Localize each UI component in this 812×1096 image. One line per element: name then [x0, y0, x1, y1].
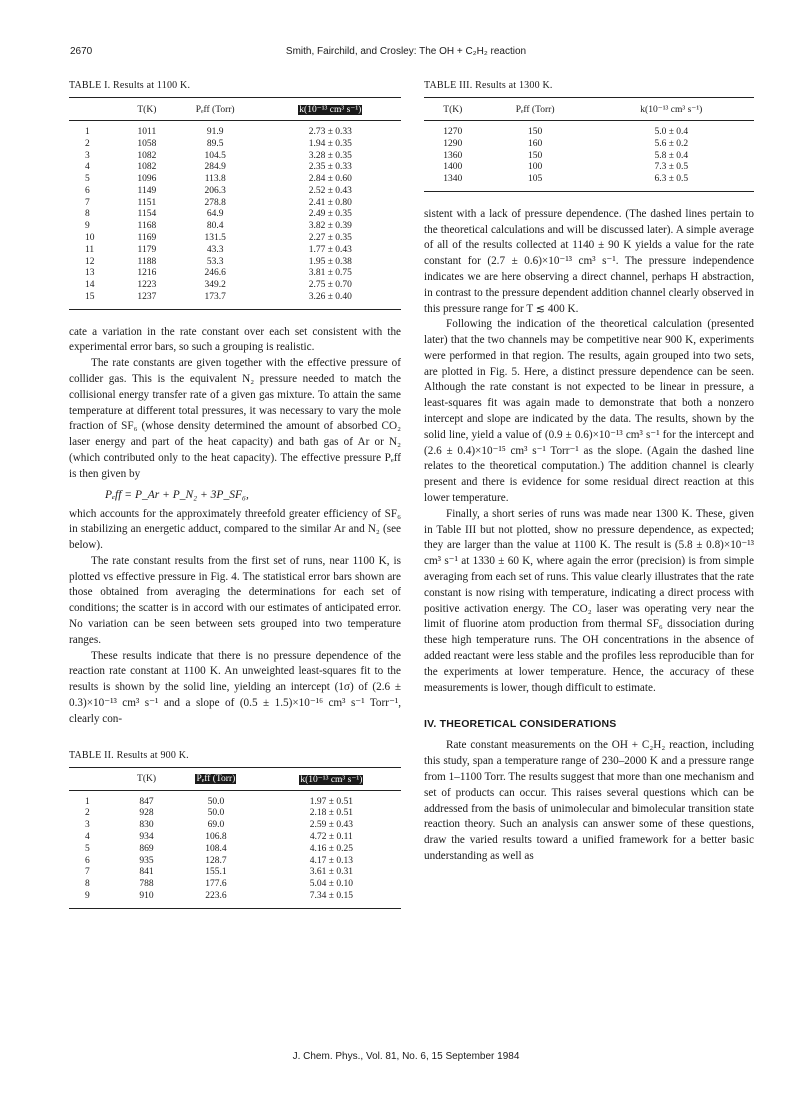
- table-row: [69, 890, 401, 908]
- rate-constant-cell: 2.84 ± 0.60: [308, 174, 352, 185]
- row-index: 8: [85, 209, 90, 220]
- temperature-cell: 1149: [137, 185, 157, 196]
- temperature-cell: 1154: [137, 209, 157, 220]
- row-index: 1: [85, 127, 90, 137]
- temperature-cell: 1290: [443, 138, 463, 149]
- table-row: [69, 138, 401, 150]
- table-row: [424, 121, 754, 139]
- pressure-cell: 246.6: [204, 268, 226, 279]
- pressure-cell: 100: [527, 162, 543, 173]
- table-3-grid: [424, 97, 754, 193]
- rate-constant-cell: 1.94 ± 0.35: [308, 138, 352, 149]
- table-header-rate-constant: k(10⁻¹³ cm³ s⁻¹): [640, 105, 703, 115]
- table-row: [69, 790, 401, 808]
- rate-constant-cell: 3.82 ± 0.39: [308, 221, 352, 232]
- table-row: [424, 162, 754, 174]
- temperature-cell: 1082: [137, 150, 157, 161]
- row-index: 1: [85, 796, 90, 807]
- temperature-cell: 1096: [137, 174, 157, 185]
- pressure-cell: 105: [527, 174, 543, 185]
- row-index: 4: [85, 162, 90, 173]
- table-header-temperature: T(K): [137, 104, 157, 115]
- table-row: [69, 209, 401, 221]
- rate-constant-cell: 1.95 ± 0.38: [308, 256, 352, 267]
- rate-constant-cell: 2.49 ± 0.35: [308, 209, 352, 220]
- temperature-cell: 1237: [137, 291, 157, 302]
- pressure-cell: 284.9: [204, 162, 226, 173]
- paragraph: which accounts for the approximately threefold greater efficiency of SF₆ in stabilizing an energetic adduct, compared to the similar Ar and N₂ (see below).: [69, 507, 401, 552]
- rate-constant-cell: 6.3 ± 0.5: [654, 174, 689, 185]
- pressure-cell: 80.4: [206, 221, 224, 232]
- table-header-index: [69, 767, 123, 790]
- rate-constant-cell: 5.04 ± 0.10: [309, 879, 353, 890]
- table-header-index: [69, 98, 123, 121]
- pressure-cell: 150: [527, 127, 543, 137]
- table-row: [69, 174, 401, 186]
- temperature-cell: 869: [139, 843, 154, 854]
- pressure-cell: 104.5: [204, 150, 226, 161]
- rate-constant-cell: 3.26 ± 0.40: [308, 291, 352, 302]
- row-index: 7: [85, 867, 90, 878]
- rate-constant-cell: 2.18 ± 0.51: [309, 808, 353, 819]
- equation: Pₑff = P_Ar + P_N₂ + 3P_SF₆,: [105, 488, 249, 501]
- table-1-grid: [69, 97, 401, 311]
- paragraph: cate a variation in the rate constant over each set consistent with the experimental error bars, so such a grouping is realistic.: [69, 325, 401, 354]
- row-index: 7: [85, 197, 90, 208]
- rate-constant-cell: 2.59 ± 0.43: [309, 820, 353, 831]
- temperature-cell: 935: [139, 855, 154, 866]
- table-row: [69, 879, 401, 891]
- left-column: [69, 80, 401, 910]
- pressure-cell: 108.4: [205, 843, 227, 854]
- row-index: 9: [85, 221, 90, 232]
- table-3: [424, 80, 754, 193]
- row-index: 6: [85, 855, 90, 866]
- table-row: [69, 150, 401, 162]
- table-row: [69, 244, 401, 256]
- row-index: 6: [85, 185, 90, 196]
- rate-constant-cell: 4.16 ± 0.25: [309, 843, 353, 854]
- row-index: 3: [85, 150, 90, 161]
- table-2-grid: [69, 767, 401, 910]
- pressure-cell: 69.0: [207, 820, 225, 831]
- pressure-cell: 50.0: [207, 808, 225, 819]
- paragraph: These results indicate that there is no pressure dependence of the reaction rate constant at 1100 K. An unweighted least-squares fit to the results is shown by the solid line, yielding an intercept (1σ) of (2.6 ± 0.3)×10⁻¹³ cm³ s⁻¹ and a slope of (0.5 ± 1.5)×10⁻¹⁶ cm³ s⁻¹ Torr⁻¹, clearly con-: [69, 649, 401, 725]
- row-index: 15: [85, 291, 95, 302]
- temperature-cell: 788: [139, 879, 154, 890]
- table-row: [424, 138, 754, 150]
- table-header-row: [424, 98, 754, 121]
- section-heading: IV. THEORETICAL CONSIDERATIONS: [424, 718, 617, 731]
- temperature-cell: 910: [139, 890, 154, 901]
- rate-constant-cell: 4.72 ± 0.11: [309, 832, 353, 842]
- table-row: [69, 843, 401, 855]
- row-index: 13: [85, 268, 95, 279]
- table-row: [69, 808, 401, 820]
- row-index: 12: [85, 256, 95, 267]
- temperature-cell: 841: [139, 867, 154, 878]
- paragraph: Finally, a short series of runs was made near 1300 K. These, given in Table III but not plotted, show no pressure dependence, as expected; they are larger than the value at 1100 K. The result is (5.8 ± 0.8)×10⁻¹³ cm³ s⁻¹ at 1330 ± 60 K, where again the error (precision) is from simple averaging from each set of runs. This value clearly illustrates that the rate constant is now rising with temperature, indicating a direct process with positive activation energy. The CO₂ laser was operating very near the limit of fluorine atom production from thermal SF₆ dissociation during these high temperature runs. The OH concentrations in the absence of added reactant were less stable and the profiles less reproducible than for the experiments at lower temperature. Hence, the accuracy of these measurements is lower, though difficult to estimate.: [424, 507, 754, 694]
- temperature-cell: 1151: [137, 197, 157, 208]
- table-row: [69, 855, 401, 867]
- rate-constant-cell: 5.0 ± 0.4: [654, 127, 689, 137]
- temperature-cell: 1216: [137, 268, 157, 279]
- temperature-cell: 1188: [137, 256, 157, 267]
- running-title: Smith, Fairchild, and Crosley: The OH + C₂H₂ reaction: [285, 46, 527, 57]
- rate-constant-cell: 2.73 ± 0.33: [308, 127, 352, 137]
- rate-constant-cell: 7.34 ± 0.15: [309, 890, 353, 901]
- table-row: [69, 197, 401, 209]
- row-index: 10: [85, 233, 95, 244]
- temperature-cell: 1058: [137, 138, 157, 149]
- table-row: [69, 121, 401, 139]
- table-header-rate-constant: k(10⁻¹³ cm³ s⁻¹): [299, 105, 362, 115]
- row-index: 14: [85, 280, 95, 291]
- pressure-cell: 43.3: [206, 244, 224, 255]
- table-1: [69, 80, 401, 311]
- rate-constant-cell: 2.52 ± 0.43: [308, 185, 352, 196]
- table-header-pressure: Pₑff (Torr): [515, 104, 555, 115]
- temperature-cell: 1011: [137, 127, 157, 137]
- table-row: [69, 867, 401, 879]
- rate-constant-cell: 7.3 ± 0.5: [654, 162, 689, 173]
- paragraph: Following the indication of the theoretical calculation (presented later) that the two channels may be competitive near 900 K, experiments were performed in that region. The results, again grouped into two sets, are plotted in Fig. 5. Here, a distinct pressure dependence can be seen. Although the rate constant is not expected to be linear in pressure, a least-squares fit was again made to demonstrate that both a nonzero intercept and slope are indicated by the data. The results, shown by the solid line, yield a value of (0.9 ± 0.6)×10⁻¹³ cm³ s⁻¹ for the intercept and (2.6 ± 0.4)×10⁻¹⁵ cm³ s⁻¹ Torr⁻¹ as the slope. (Again the dashed line relates to the theoretical computation.) The addition channel is clearly present and there is evidence for some residual direct reaction at this lower temperature.: [424, 318, 754, 505]
- temperature-cell: 1179: [137, 244, 157, 255]
- table-header-rate-constant: k(10⁻¹³ cm³ s⁻¹): [300, 774, 363, 785]
- pressure-cell: 223.6: [205, 890, 227, 901]
- pressure-cell: 150: [527, 150, 543, 161]
- temperature-cell: 934: [139, 832, 154, 842]
- row-index: 2: [85, 138, 90, 149]
- paragraph: sistent with a lack of pressure dependence. (The dashed lines pertain to the theoretical calculations and will be discussed later). A simple average of all of the results collected at 1140 ± 90 K yields a value for the rate constant for (2.7 ± 0.6)×10⁻¹³ cm³ s⁻¹. The pressure independence indicates we are here observing a direct channel, perhaps H abstraction, in contrast to the pressure dependent addition channel clearly observed in this pressure range for T ≲ 400 K.: [424, 207, 754, 315]
- temperature-cell: 928: [139, 808, 154, 819]
- paragraph: The rate constants are given together with the effective pressure of collider gas. This is the equivalent N₂ pressure needed to match the collisional energy transfer rate of a given gas mixture. To attain the same temperature at different total pressures, it was necessary to vary the mole fraction of SF₆ (whose density determined the amount of absorbed CO₂ laser energy and part of the heat capacity) and bath gas of Ar or N₂ (which contributed only to the heat capacity). The effective pressure Pₑff is then given by: [69, 357, 401, 480]
- temperature-cell: 1223: [137, 280, 157, 291]
- rate-constant-cell: 5.6 ± 0.2: [654, 138, 689, 149]
- table-row: [69, 162, 401, 174]
- row-index: 9: [85, 890, 90, 901]
- table-3-caption: TABLE III. Results at 1300 K.: [424, 80, 553, 91]
- pressure-cell: 64.9: [206, 209, 224, 220]
- pressure-cell: 155.1: [205, 867, 227, 878]
- pressure-cell: 177.6: [205, 879, 227, 890]
- row-index: 5: [85, 843, 90, 854]
- table-row: [69, 221, 401, 233]
- temperature-cell: 1082: [137, 162, 157, 173]
- pressure-cell: 50.0: [207, 796, 225, 807]
- pressure-cell: 349.2: [204, 280, 226, 291]
- rate-constant-cell: 3.81 ± 0.75: [308, 268, 352, 279]
- temperature-cell: 1270: [443, 127, 463, 137]
- temperature-cell: 1168: [137, 221, 157, 232]
- table-row: [69, 256, 401, 268]
- table-row: [424, 150, 754, 162]
- table-header-temperature: T(K): [137, 774, 157, 785]
- temperature-cell: 830: [139, 820, 154, 831]
- journal-citation: J. Chem. Phys., Vol. 81, No. 6, 15 September 1984: [292, 1051, 520, 1062]
- paragraph: Rate constant measurements on the OH + C₂H₂ reaction, including this study, span a temperature range of 230–2000 K and a pressure range from 1–1100 Torr. The results suggest that more than one mechanism and set of products can occur. This raises several questions which can be addressed from the basis of unimolecular and bimolecular transition state reaction theory. Such an analysis can answer some of these questions, draw the varied results toward a unified framework for a better basic understanding as well as: [424, 739, 754, 862]
- rate-constant-cell: 3.28 ± 0.35: [308, 150, 352, 161]
- rate-constant-cell: 5.8 ± 0.4: [654, 150, 689, 161]
- table-row: [69, 280, 401, 292]
- page-number: 2670: [70, 46, 93, 57]
- table-row: [69, 831, 401, 843]
- table-header-row: [69, 767, 401, 790]
- pressure-cell: 89.5: [206, 138, 224, 149]
- rate-constant-cell: 1.97 ± 0.51: [309, 796, 353, 807]
- table-row: [69, 232, 401, 244]
- table-row: [69, 185, 401, 197]
- right-column: [424, 80, 754, 865]
- rate-constant-cell: 1.77 ± 0.43: [308, 244, 352, 255]
- table-row: [69, 291, 401, 309]
- table-row: [424, 174, 754, 192]
- temperature-cell: 1340: [443, 174, 463, 185]
- page-header: [0, 46, 812, 60]
- pressure-cell: 128.7: [205, 855, 227, 866]
- rate-constant-cell: 2.27 ± 0.35: [308, 233, 352, 244]
- pressure-cell: 91.9: [206, 127, 224, 137]
- temperature-cell: 1360: [443, 150, 463, 161]
- row-index: 4: [85, 832, 90, 842]
- table-2-caption: TABLE II. Results at 900 K.: [69, 749, 189, 761]
- rate-constant-cell: 2.75 ± 0.70: [308, 280, 352, 291]
- pressure-cell: 206.3: [204, 185, 226, 196]
- temperature-cell: 847: [139, 796, 154, 807]
- table-row: [69, 268, 401, 280]
- row-index: 8: [85, 879, 90, 890]
- rate-constant-cell: 2.41 ± 0.80: [308, 197, 352, 208]
- pressure-cell: 53.3: [206, 256, 224, 267]
- table-header-pressure: Pₑff (Torr): [195, 104, 235, 115]
- paragraph: The rate constant results from the first set of runs, near 1100 K, is plotted vs effective pressure in Fig. 4. The statistical error bars shown are those obtained from averaging the determinations for each set of conditions; the scatter is in accord with our estimates of anticipated error. No variation can be seen between sets grouped into two temperature ranges.: [69, 554, 401, 646]
- table-2: [69, 750, 401, 910]
- pressure-cell: 113.8: [204, 174, 226, 185]
- row-index: 11: [85, 244, 95, 255]
- table-1-caption: TABLE I. Results at 1100 K.: [69, 80, 191, 91]
- row-index: 5: [85, 174, 90, 185]
- row-index: 3: [85, 820, 90, 831]
- rate-constant-cell: 2.35 ± 0.33: [308, 162, 352, 173]
- pressure-cell: 131.5: [204, 233, 226, 244]
- rate-constant-cell: 3.61 ± 0.31: [309, 867, 353, 878]
- temperature-cell: 1169: [137, 233, 157, 244]
- rate-constant-cell: 4.17 ± 0.13: [309, 855, 353, 866]
- pressure-cell: 173.7: [204, 291, 226, 302]
- table-header-temperature: T(K): [443, 104, 463, 115]
- pressure-cell: 278.8: [204, 197, 226, 208]
- pressure-cell: 160: [527, 138, 543, 149]
- table-header-pressure: Pₑff (Torr): [196, 774, 236, 785]
- pressure-cell: 106.8: [205, 832, 227, 842]
- table-row: [69, 820, 401, 832]
- table-header-row: [69, 98, 401, 121]
- row-index: 2: [85, 808, 90, 819]
- temperature-cell: 1400: [443, 162, 463, 173]
